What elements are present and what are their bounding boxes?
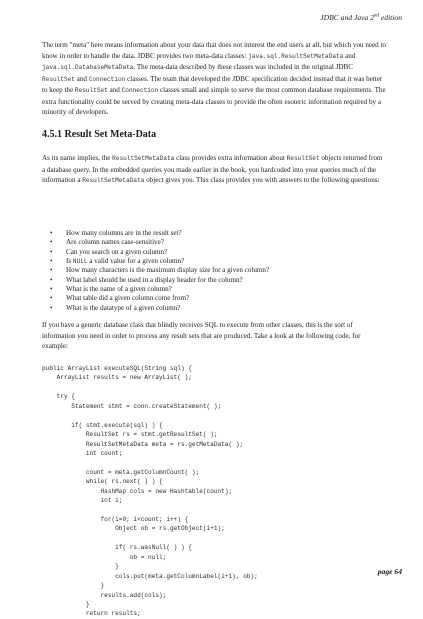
list-item-text: Is [66, 257, 73, 266]
code-term: ResultSet [42, 75, 75, 83]
list-item: • How many characters is the maximum display size for a given column? [50, 266, 269, 275]
code-term: Connection [88, 75, 126, 83]
list-item: • Can you search on a given column? [50, 248, 269, 257]
section-paragraph [42, 153, 387, 187]
section-text: objects returned from a database query. In the embedded queries you made earlier in the book, you hardcoded into your queries much of the information a [42, 154, 383, 184]
list-item: • What is the datatype of a given column? [50, 304, 269, 313]
code-term: ResultSet [74, 87, 108, 94]
header-title: JDBC and Java 2 [320, 13, 374, 22]
code-term: java.sql.ResultSetMetaData [248, 52, 344, 60]
header-superscript: nd [374, 13, 379, 19]
header-suffix: edition [379, 13, 402, 22]
code-term: java.sql.DatabaseMetaData [42, 64, 134, 71]
intro-text: . The meta-data described by these classes was included in the original JDBC [133, 63, 353, 71]
intro-text: and [74, 74, 89, 83]
section-text: As its name implies, the [42, 154, 113, 162]
questions-list [50, 229, 269, 313]
section-text: object gives you. This class provides you with answers to the following questions: [144, 176, 380, 184]
page-number: page 64 [377, 567, 402, 576]
list-item [50, 257, 269, 266]
section-heading: 4.5.1 Result Set Meta-Data [42, 129, 157, 140]
intro-text: The term "meta" here means information about your data that does not interest the end users at all, but which you need to know in order to handle the data. JDBC provides two meta-data classes: [42, 41, 387, 60]
section-text: class provides extra information about [174, 154, 287, 162]
running-header [320, 13, 402, 22]
list-item-text: a valid value for a given column? [87, 257, 185, 266]
intro-text: classes. The team that developed the JDBC specification decided instead that it was better to keep the [42, 74, 383, 94]
intro-paragraph [42, 40, 387, 118]
list-item: • What is the name of a given column? [50, 285, 269, 294]
code-term: NULL [72, 258, 88, 266]
code-term: Connection [121, 87, 159, 94]
code-term: ResultSetMetaData [112, 155, 175, 162]
list-item: • How many columns are in the result set? [50, 229, 269, 238]
generic-paragraph: If you have a generic database class that blindly receives SQL to execute from other classes, this is the sort of information you need in order to process any result sets that are produced. Take a look at the following code, for example: [42, 321, 361, 350]
intro-text: and [343, 51, 356, 60]
code-listing: public ArrayList executeSQL(String sql) { ArrayList results = new ArrayList( ); try { Statement stmt = conn.createStatement( ); if( stmt.execute(sql) ) { ResultSet rs = stmt.getResultSet( ); ResultSetMetaData meta = rs.getMetaData( ); int count; count = meta.getColumnCount( ); while( rs.next( ) ) { HashMap cols = new Hashtable(count); int i; for(i=0; i<count; i++) { Object ob = rs.getObject(i+1); if( rs.wasNull( ) ) { ob = null; } cols.put(meta.getColumnLabel(i+1), ob); } results.add(cols); } return results; [42, 365, 258, 618]
list-item: • Are column names case-sensitive? [50, 238, 269, 247]
code-term: ResultSetMetaData [82, 177, 145, 184]
intro-text: classes small and simple to serve the most common database requirements. The extra functionality could be served by creating meta-data classes to provide the often esoteric information required by a minority of developers. [42, 86, 386, 116]
code-term: ResultSet [286, 155, 320, 162]
intro-text: and [107, 86, 122, 94]
list-item: • What label should be used in a display header for the column? [50, 276, 269, 285]
list-item: • What table did a given column come from? [50, 294, 269, 303]
